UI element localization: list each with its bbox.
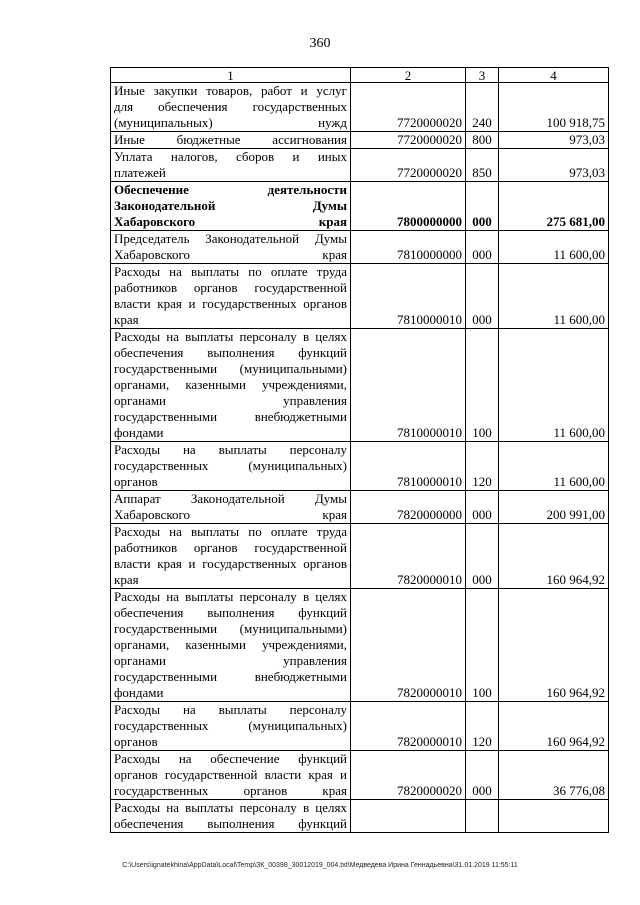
row-name-line: Хабаровского края: [114, 247, 347, 262]
row-name-line: края: [114, 572, 139, 587]
row-code: 7820000010: [351, 702, 466, 751]
row-code: 7810000010: [351, 442, 466, 491]
row-name-line: обеспечения выполнения функций: [114, 605, 347, 620]
row-name: [111, 182, 351, 231]
row-name-line: Расходы на выплаты персоналу в целях: [114, 329, 347, 344]
budget-table: [110, 67, 609, 833]
row-code: 7720000020: [351, 149, 466, 182]
row-name-line: Расходы на выплаты персоналу: [114, 442, 347, 457]
table-body: [111, 83, 609, 833]
table-row: [111, 491, 609, 524]
row-type: 100: [466, 329, 499, 442]
row-sum: 11 600,00: [499, 264, 609, 329]
row-code: 7810000000: [351, 231, 466, 264]
row-name-line: Расходы на обеспечение функций: [114, 751, 347, 766]
row-name-line: органов: [114, 734, 158, 749]
row-name-line: органов государственной власти края и: [114, 767, 347, 782]
row-name: [111, 800, 351, 833]
row-name: [111, 149, 351, 182]
row-name-line: Обеспечение деятельности: [114, 182, 347, 197]
row-name-line: фондами: [114, 425, 164, 440]
row-name-line: обеспечения выполнения функций: [114, 345, 347, 360]
row-name-line: Аппарат Законодательной Думы: [114, 491, 347, 506]
row-name-line: Расходы на выплаты по оплате труда: [114, 524, 347, 539]
row-code: 7820000020: [351, 751, 466, 800]
row-sum: [499, 800, 609, 833]
row-code: 7820000000: [351, 491, 466, 524]
table-header-row: [111, 68, 609, 83]
table-row: [111, 231, 609, 264]
table-row: [111, 702, 609, 751]
row-sum: 100 918,75: [499, 83, 609, 132]
row-name-line: органами, казенными учреждениями,: [114, 637, 347, 652]
row-name: [111, 231, 351, 264]
row-code: [351, 800, 466, 833]
row-name-line: государственными внебюджетными: [114, 409, 347, 424]
row-name-line: Уплата налогов, сборов и иных: [114, 149, 347, 164]
row-name-line: органами управления: [114, 653, 347, 668]
row-name-line: Хабаровского края: [114, 214, 347, 229]
row-name-line: государственными (муниципальными): [114, 361, 347, 376]
column-header-sum: 4: [499, 68, 609, 83]
row-name: [111, 589, 351, 702]
row-name-line: Иные бюджетные ассигнования: [114, 132, 347, 147]
row-type: 000: [466, 182, 499, 231]
row-sum: 160 964,92: [499, 524, 609, 589]
row-name-line: для обеспечения государственных: [114, 99, 347, 114]
row-name: [111, 491, 351, 524]
table-row: [111, 83, 609, 132]
row-type: 000: [466, 751, 499, 800]
row-name: [111, 751, 351, 800]
row-sum: 11 600,00: [499, 329, 609, 442]
row-name-line: органов: [114, 474, 158, 489]
row-name-line: платежей: [114, 165, 166, 180]
table-row: [111, 149, 609, 182]
row-name-line: Расходы на выплаты персоналу в целях: [114, 589, 347, 604]
table-row: [111, 264, 609, 329]
row-code: 7810000010: [351, 329, 466, 442]
row-type: 800: [466, 132, 499, 149]
row-name-line: органами управления: [114, 393, 347, 408]
row-sum: 11 600,00: [499, 231, 609, 264]
row-name-line: Расходы на выплаты персоналу: [114, 702, 347, 717]
row-type: 850: [466, 149, 499, 182]
table-row: [111, 132, 609, 149]
row-name-line: государственных органов края: [114, 783, 347, 798]
file-path-footer: C:\Users\ignatekhina\AppData\Local\Temp\ЗК_00398_30012019_004.txt\Медведева Ирина Геннадьевна\31.01.2019 11:55:11: [122, 862, 518, 869]
row-name: [111, 264, 351, 329]
row-sum: 11 600,00: [499, 442, 609, 491]
column-header-name: 1: [111, 68, 351, 83]
table-row: [111, 800, 609, 833]
row-name-line: власти края и государственных органов: [114, 296, 347, 311]
row-name-line: (муниципальных) нужд: [114, 115, 347, 130]
row-code: 7720000020: [351, 132, 466, 149]
row-sum: 160 964,92: [499, 702, 609, 751]
row-code: 7720000020: [351, 83, 466, 132]
row-name-line: Расходы на выплаты персоналу в целях: [114, 800, 347, 815]
row-name-line: работников органов государственной: [114, 280, 347, 295]
row-code: 7810000010: [351, 264, 466, 329]
row-type: 000: [466, 264, 499, 329]
table-row: [111, 182, 609, 231]
column-header-type: 3: [466, 68, 499, 83]
table-row: [111, 329, 609, 442]
table-row: [111, 751, 609, 800]
table-row: [111, 589, 609, 702]
table-row: [111, 442, 609, 491]
row-name-line: государственными (муниципальными): [114, 621, 347, 636]
row-name-line: Законодательной Думы: [114, 198, 347, 213]
row-name-line: Председатель Законодательной Думы: [114, 231, 347, 246]
row-name: [111, 329, 351, 442]
row-name: [111, 702, 351, 751]
row-type: 000: [466, 491, 499, 524]
table-row: [111, 524, 609, 589]
row-name-line: государственных (муниципальных): [114, 458, 347, 473]
row-type: 120: [466, 442, 499, 491]
row-type: 000: [466, 231, 499, 264]
row-name: [111, 83, 351, 132]
row-name-line: края: [114, 312, 139, 327]
row-name-line: Иные закупки товаров, работ и услуг: [114, 83, 347, 98]
row-name-line: Хабаровского края: [114, 507, 347, 522]
row-code: 7820000010: [351, 589, 466, 702]
row-name: [111, 132, 351, 149]
row-type: 000: [466, 524, 499, 589]
row-name-line: государственных (муниципальных): [114, 718, 347, 733]
row-sum: 275 681,00: [499, 182, 609, 231]
row-name-line: фондами: [114, 685, 164, 700]
row-sum: 973,03: [499, 132, 609, 149]
row-sum: 160 964,92: [499, 589, 609, 702]
row-name: [111, 442, 351, 491]
row-name: [111, 524, 351, 589]
row-sum: 200 991,00: [499, 491, 609, 524]
row-code: 7800000000: [351, 182, 466, 231]
row-type: 100: [466, 589, 499, 702]
row-type: [466, 800, 499, 833]
page-number: 360: [309, 36, 331, 51]
row-code: 7820000010: [351, 524, 466, 589]
row-type: 240: [466, 83, 499, 132]
row-name-line: органами, казенными учреждениями,: [114, 377, 347, 392]
row-type: 120: [466, 702, 499, 751]
column-header-code: 2: [351, 68, 466, 83]
row-name-line: работников органов государственной: [114, 540, 347, 555]
row-sum: 36 776,08: [499, 751, 609, 800]
row-name-line: Расходы на выплаты по оплате труда: [114, 264, 347, 279]
row-sum: 973,03: [499, 149, 609, 182]
row-name-line: обеспечения выполнения функций: [114, 816, 347, 831]
row-name-line: государственными внебюджетными: [114, 669, 347, 684]
row-name-line: власти края и государственных органов: [114, 556, 347, 571]
